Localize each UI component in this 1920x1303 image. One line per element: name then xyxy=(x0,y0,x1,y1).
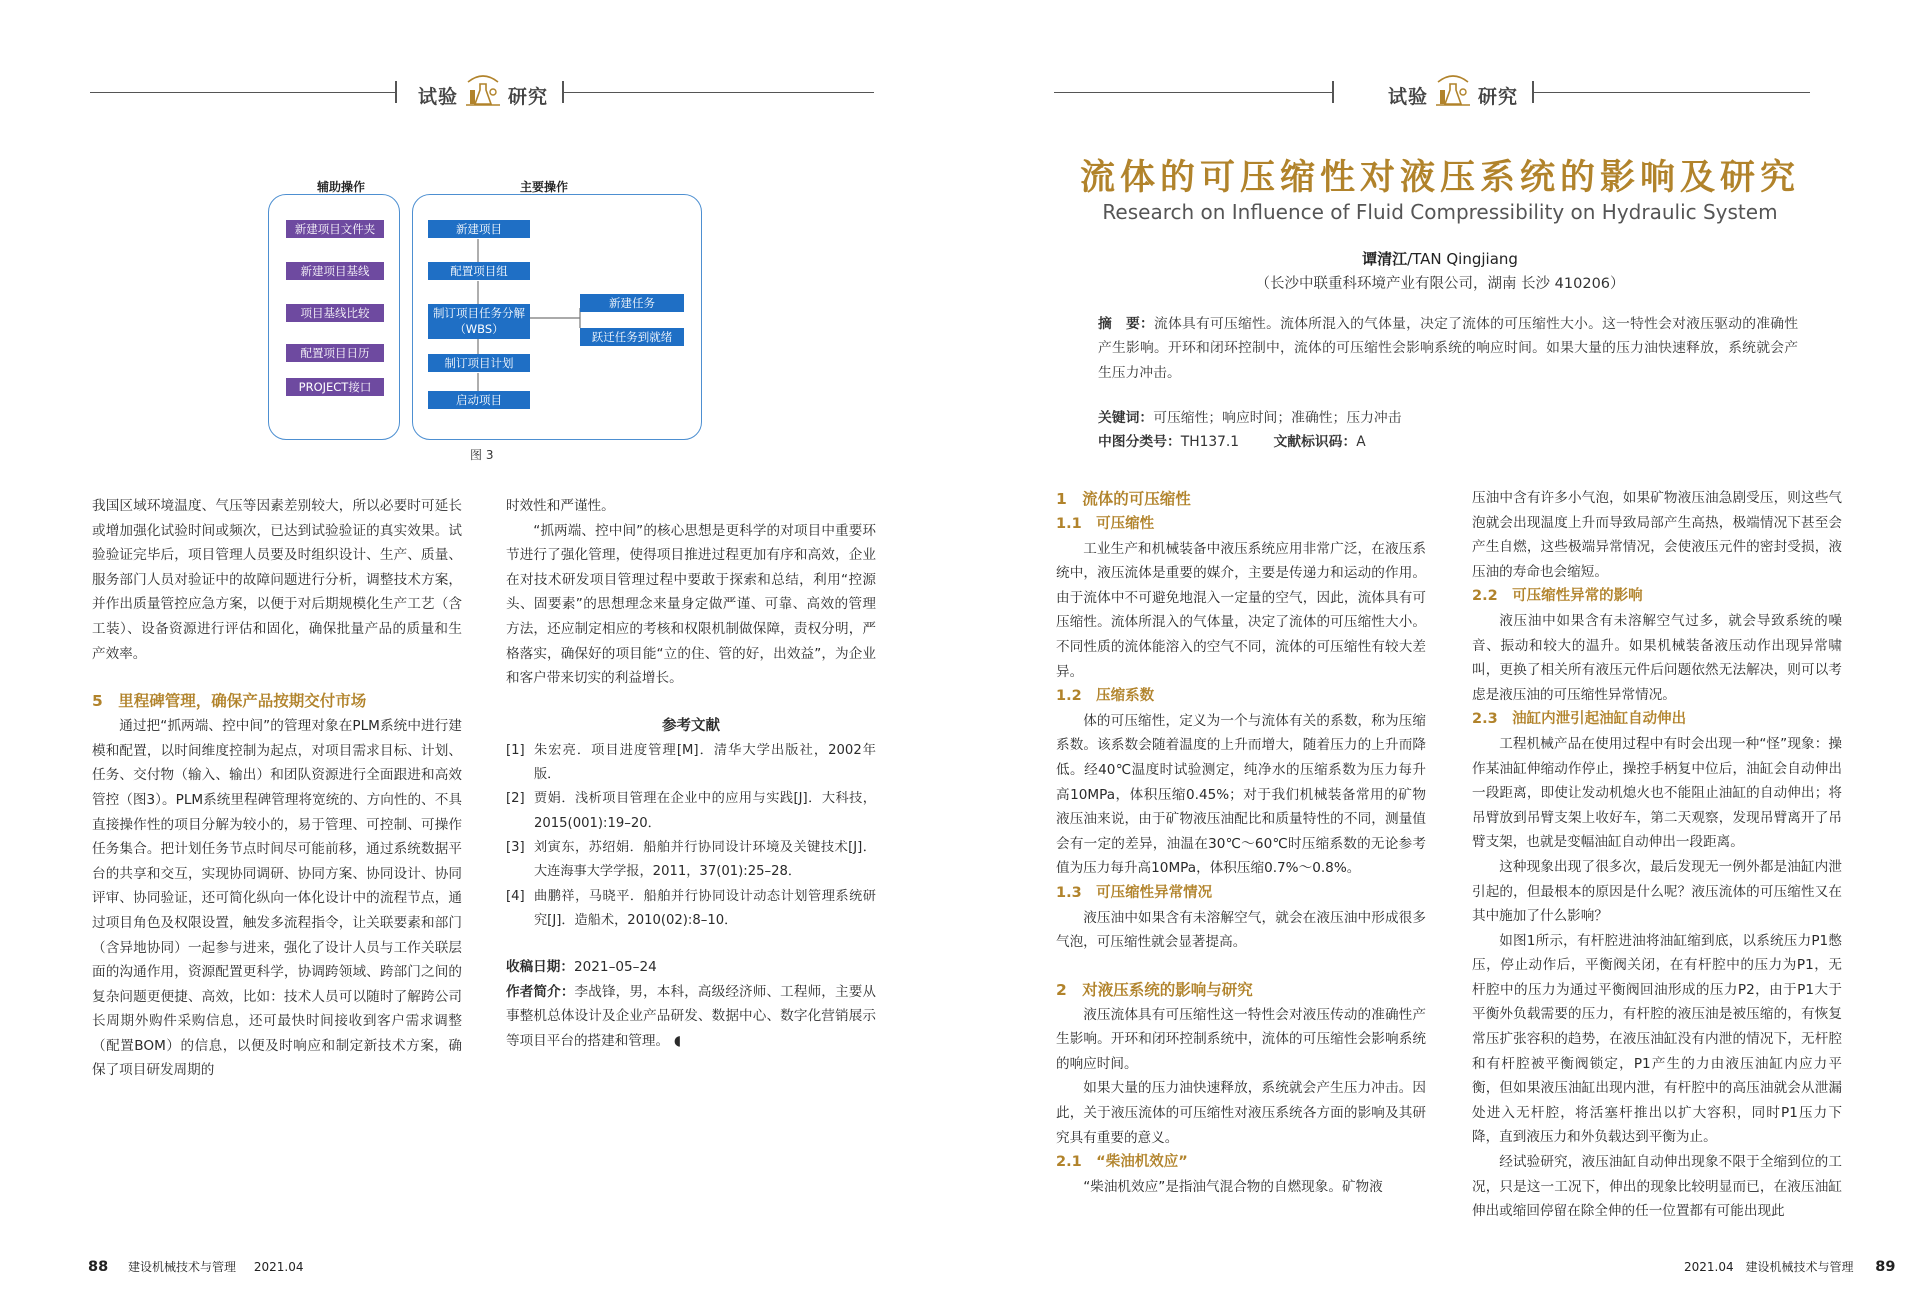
subsection-title: 2.1 “柴油机效应” xyxy=(1056,1154,1188,1171)
reference-item xyxy=(506,739,876,788)
paragraph: 液压油中如果含有未溶解空气过多，就会导致系统的噪音、振动和较大的温升。如果机械装备液压动作出现异常啸叫，更换了相关所有液压元件后问题依然无法解决，则可以考虑是液压油的可压缩性异常情况。 xyxy=(1472,612,1842,703)
reference-text: 刘寅东，苏绍娟．船舶并行协同设计环境及关键技术[J]．大连海事大学学报，2011，37(01):25–28． xyxy=(534,839,876,880)
header-label-test: 试验 xyxy=(418,86,459,108)
figure-3-diagram xyxy=(268,178,706,460)
header-label-research: 研究 xyxy=(508,86,549,108)
subsection-title: 1.1 可压缩性 xyxy=(1056,516,1155,532)
subsection-title: 2.2 可压缩性异常的影响 xyxy=(1472,588,1643,605)
aux-item: 配置项目日历 xyxy=(286,344,384,362)
page-footer xyxy=(1684,1258,1895,1275)
paragraph: 我国区域环境温度、气压等因素差别较大，所以必要时可延长或增加强化试验时间或频次，已达到试验验证的真实效果。试验验证完毕后，项目管理人员要及时组织设计、生产、质量、服务部门人员对验证中的故障问题进行分析，调整技术方案，并作出质量管控应急方案，以便于对后期规模化生产工艺（含工装）、设备资源进行评估和固化，确保批量产品的质量和生产效率。 xyxy=(92,498,462,662)
issue-number: 2021.04 xyxy=(1684,1260,1734,1274)
received-date: 收稿日期：2021–05–24 xyxy=(506,959,657,976)
reference-number: [2] xyxy=(506,791,525,807)
paragraph: 体的可压缩性，定义为一个与流体有关的系数，称为压缩系数。该系数会随着温度的上升而增大，随着压力的上升而降低。经40℃温度时试验测定，纯净水的压缩系数为压力每升高10MPa，体积压缩0.45%；对于我们机械装备常用的矿物液压油来说，由于矿物液压油配比和质量特性的不同，测量值会有一定的差异，油温在30℃～60℃时压缩系数的无论参考值为压力每升高10MPa，体积压缩0.7%～0.8%。 xyxy=(1056,712,1426,877)
column-header xyxy=(960,70,1920,114)
paragraph: 液压流体具有可压缩性这一特性会对液压传动的准确性产生影响。开环和闭环控制系统中，流体的可压缩性会影响系统的响应时间。 xyxy=(1056,1006,1426,1072)
paragraph: 工程机械产品在使用过程中有时会出现一种“怪”现象：操作某油缸伸缩动作停止，操控手柄复中位后，油缸会自动伸出一段距离，即使让发动机熄火也不能阻止油缸的自动伸出；将吊臂放到吊臂支架上收好车，第二天观察，发现吊臂离开了吊臂支架，也就是变幅油缸自动伸出一段距离。 xyxy=(1472,735,1842,851)
subsection-title: 2.3 油缸内泄引起油缸自动伸出 xyxy=(1472,711,1687,728)
article-title-cn: 流体的可压缩性对液压系统的影响及研究 xyxy=(1079,158,1800,198)
main-item: 制订项目计划 xyxy=(428,354,530,372)
keywords-line: 关键词：可压缩性；响应时间；准确性；压力冲击 xyxy=(1098,410,1402,426)
main-item: 新建项目 xyxy=(428,220,530,238)
paragraph: 如果大量的压力油快速释放，系统就会产生压力冲击。因此，关于液压流体的可压缩性对液压系统各方面的影响及其研究具有重要的意义。 xyxy=(1056,1080,1426,1146)
paragraph: 这种现象出现了很多次，最后发现无一例外都是油缸内泄引起的，但最根本的原因是什么呢？液压流体的可压缩性又在其中施加了什么影响？ xyxy=(1472,858,1842,925)
main-ops-label: 主要操作 xyxy=(520,180,569,194)
reference-number: [4] xyxy=(506,888,525,904)
reference-text: 贾娟．浅析项目管理在企业中的应用与实践[J]．大科技，2015(001):19–20． xyxy=(534,791,876,831)
header-label-test: 试验 xyxy=(1388,86,1429,108)
section-title: 5 里程碑管理，确保产品按期交付市场 xyxy=(92,692,367,711)
end-mark-icon: ◖ xyxy=(669,1032,682,1049)
reference-item xyxy=(506,885,876,934)
figure-caption: 图 3 xyxy=(470,448,494,462)
reference-item xyxy=(506,787,876,836)
main-item: 制订项目任务分解（WBS） xyxy=(428,304,530,339)
reference-item xyxy=(506,836,876,885)
header-label-research: 研究 xyxy=(1478,86,1519,108)
subsection-title: 1.3 可压缩性异常情况 xyxy=(1056,884,1213,901)
journal-name: 建设机械技术与管理 xyxy=(128,1260,237,1274)
flask-lab-icon xyxy=(1432,70,1474,110)
abstract xyxy=(1098,312,1798,385)
author-line xyxy=(960,248,1920,269)
paragraph: 时效性和严谨性。 xyxy=(506,498,615,514)
journal-name: 建设机械技术与管理 xyxy=(1745,1260,1854,1274)
paragraph: 经试验研究，液压油缸自动伸出现象不限于全缩到位的工况，只是这一工况下，伸出的现象比较明显而已，在液压油缸伸出或缩回停留在除全伸的任一位置都有可能出现此 xyxy=(1472,1154,1842,1220)
right-page xyxy=(960,0,1920,1303)
section-title: 2 对液压系统的影响与研究 xyxy=(1056,980,1253,999)
paragraph: 通过把“抓两端、控中间”的管理对象在PLM系统中进行建模和配置，以时间维度控制为起点，对项目需求目标、计划、任务、交付物（输入、输出）和团队资源进行全面跟进和高效管控（图3）。PLM系统里程碑管理将宽统的、方向性的、不具直接操作性的项目分解为较小的，易于管理、可控制、可操作任务集合。把计划任务节点时间尽可能前移，通过系统数据平台的共享和交互，实现协同调研、协同方案、协同设计、协同评审、协同验证，还可简化纵向一体化设计中的流程节点，通过项目角色及权限设置，触发多流程指令，让关联要素和部门（含异地协同）一起参与进来，强化了设计人员与工作关联层面的沟通作用，资源配置更科学，协调跨领域、跨部门之间的复杂问题更便捷、高效，比如：技术人员可以随时了解跨公司长周期外购件采购信息，还可最快时间接收到客户需求调整（配置BOM）的信息，以便及时响应和制定新技术方案，确保了项目研发周期的 xyxy=(92,718,462,1079)
paragraph: 如图1所示，有杆腔进油将油缸缩到底，以系统压力P1憋压，停止动作后，平衡阀关闭，在有杆腔中的压力为P1，无杆腔中的压力为通过平衡阀回油形成的压力P2，由于P1大于平衡外负载需要的压力，有杆腔的液压油是被压缩的，有恢复常压扩张容积的趋势，在液压油缸没有内泄的情况下，无杆腔和有杆腔被平衡阀锁定，P1产生的力由液压油缸内应力平衡，但如果液压油缸出现内泄，有杆腔中的高压油就会从泄漏处进入无杆腔，将活塞杆推出以扩大容积，同时P1压力下降，直到液压力和外负载达到平衡为止。 xyxy=(1472,932,1842,1146)
paragraph: “抓两端、控中间”的核心思想是更科学的对项目中重要环节进行了强化管理，使得项目推进过程更加有序和高效，企业在对技术研发项目管理过程中要敢于探索和总结，利用“控源头、固要素”的思想理念来量身定做严谨、可靠、高效的管理方法，还应制定相应的考核和权限机制做保障，责权分明，严格落实，确保好的项目能“立的住、管的好，出效益”，为企业和客户带来切实的利益增长。 xyxy=(506,522,876,687)
subsection-title: 1.2 压缩系数 xyxy=(1056,688,1155,705)
classification-line: 中图分类号：TH137.1 文献标识码：A xyxy=(1098,434,1366,451)
aux-ops-label: 辅助操作 xyxy=(317,180,366,194)
author-name-cn: 谭清江 xyxy=(1362,250,1408,268)
paragraph: “柴油机效应”是指油气混合物的自燃现象。矿物液 xyxy=(1083,1178,1383,1195)
left-column-1 xyxy=(92,494,462,1083)
references-heading: 参考文献 xyxy=(662,717,720,734)
aux-item: 新建项目文件夹 xyxy=(286,220,384,238)
article-title-en: Research on Influence of Fluid Compressibility on Hydraulic System xyxy=(1102,200,1778,224)
main-item: 配置项目组 xyxy=(428,262,530,280)
header-rule-right xyxy=(1534,92,1810,93)
header-bar-left xyxy=(1332,81,1334,103)
affiliation: （长沙中联重科环境产业有限公司，湖南 长沙 410206） xyxy=(1255,276,1625,292)
reference-text: 朱宏亮．项目进度管理[M]．清华大学出版社，2002年版． xyxy=(534,742,876,783)
header-rule-left xyxy=(1054,92,1332,93)
aux-item: 新建项目基线 xyxy=(286,262,384,280)
reference-number: [3] xyxy=(506,839,525,855)
right-column-2 xyxy=(1472,486,1842,1224)
paragraph: 工业生产和机械装备中液压系统应用非常广泛，在液压系统中，液压流体是重要的媒介，主要是传递力和运动的作用。由于流体中不可避免地混入一定量的空气，因此，流体具有可压缩性。流体所混入的气体量，决定了流体的可压缩性大小。不同性质的流体能溶入的空气不同，流体的可压缩性有较大差异。 xyxy=(1056,540,1426,680)
section-title: 1 流体的可压缩性 xyxy=(1056,490,1191,508)
left-column-2 xyxy=(506,494,876,1054)
page-number: 88 xyxy=(88,1259,109,1275)
page-number: 89 xyxy=(1875,1259,1896,1275)
reference-text: 曲鹏祥，马晓平．船舶并行协同设计动态计划管理系统研究[J]．造船术，2010(02):8–10． xyxy=(534,888,876,928)
reference-number: [1] xyxy=(506,742,525,758)
header-rule-left xyxy=(90,92,395,93)
author-bio: 作者简介：李战锋，男，本科，高级经济师、工程师，主要从事整机总体设计及企业产品研发、数据中心、数字化营销展示等项目平台的搭建和管理。 ◖ xyxy=(506,983,877,1049)
paragraph: 液压油中如果含有未溶解空气，就会在液压油中形成很多气泡，可压缩性就会显著提高。 xyxy=(1056,909,1426,951)
keywords-block xyxy=(1098,406,1798,455)
author-name-en: /TAN Qingjiang xyxy=(1407,250,1518,268)
aux-item: PROJECT接口 xyxy=(286,378,384,396)
column-header xyxy=(0,70,960,114)
header-rule-right xyxy=(564,92,874,93)
aux-item: 项目基线比较 xyxy=(286,304,384,322)
side-item: 新建任务 xyxy=(580,294,684,312)
main-item: 启动项目 xyxy=(428,391,530,409)
page-footer xyxy=(88,1258,303,1275)
header-bar-left xyxy=(395,81,397,103)
issue-number: 2021.04 xyxy=(253,1260,304,1274)
abstract-text: 流体具有可压缩性。流体所混入的气体量，决定了流体的可压缩性大小。这一特性会对液压驱动的准确性产生影响。开环和闭环控制中，流体的可压缩性会影响系统的响应时间。如果大量的压力油快速释放，系统就会产生压力冲击。 xyxy=(1098,316,1799,381)
paragraph: 压油中含有许多小气泡，如果矿物液压油急剧受压，则这些气泡就会出现温度上升而导致局部产生高热，极端情况下甚至会产生自燃，这些极端异常情况，会使液压元件的密封受损，液压油的寿命也会缩短。 xyxy=(1472,490,1842,580)
flask-lab-icon xyxy=(462,70,504,110)
abstract-label: 摘 要： xyxy=(1098,316,1155,332)
side-item: 跃迁任务到就绪 xyxy=(580,328,684,346)
right-column-1 xyxy=(1056,486,1426,1199)
